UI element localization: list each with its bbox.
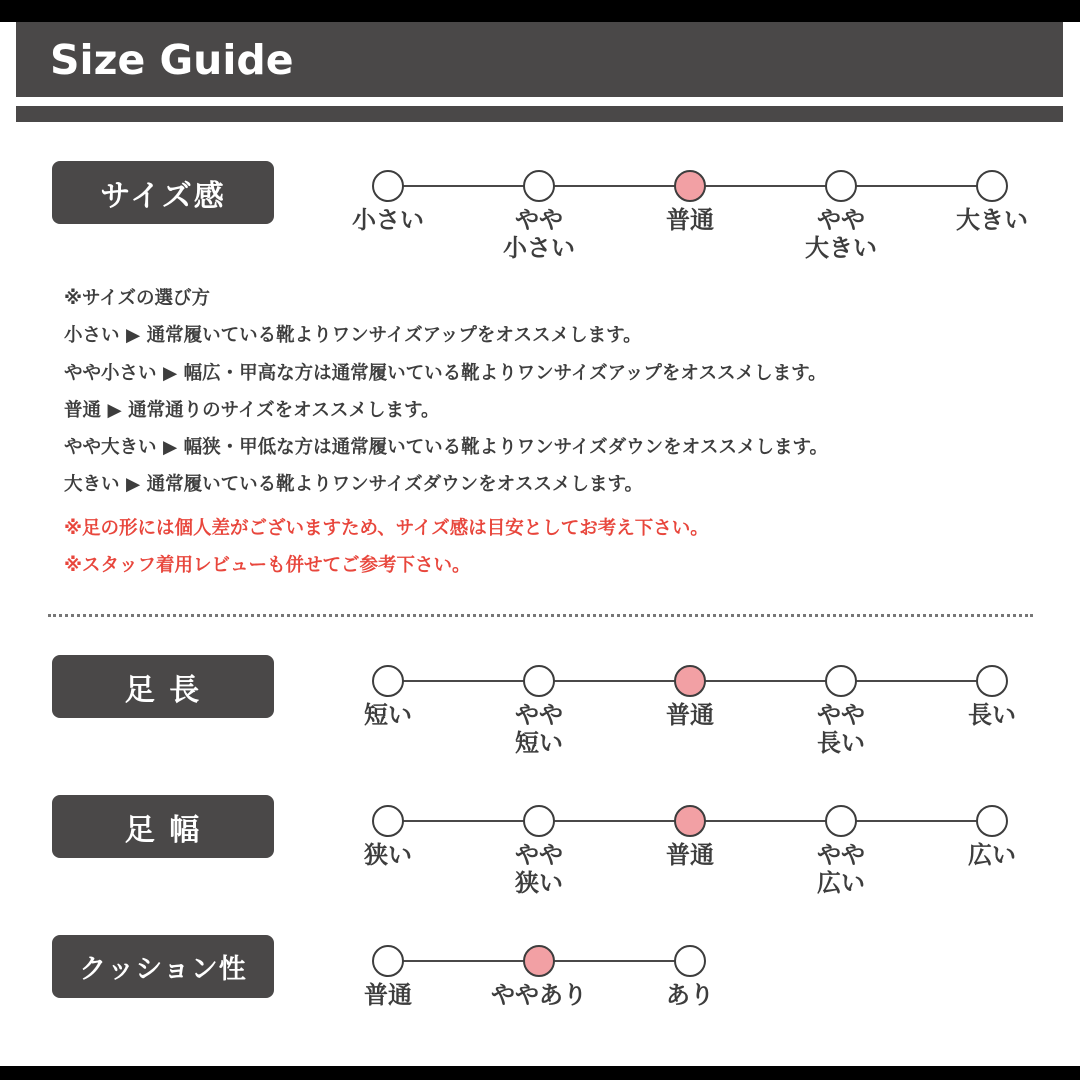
top-border — [0, 0, 1080, 22]
scale-option-label: 大きい — [956, 206, 1028, 234]
scale-option-label: やや 長い — [817, 701, 865, 757]
cushion-label: クッション性 — [52, 935, 274, 998]
scale-option-label: ややあり — [491, 981, 587, 1009]
scale-option-label: 広い — [968, 841, 1016, 869]
bottom-border — [0, 1066, 1080, 1080]
scale-dot — [976, 665, 1008, 697]
scale-option-label: 小さい — [352, 206, 424, 234]
selected-dot — [674, 170, 706, 202]
scale-dot — [976, 170, 1008, 202]
scale-option-label: やや 広い — [817, 841, 865, 897]
scale-option-label: 狭い — [364, 841, 412, 869]
page-title: Size Guide — [50, 36, 294, 84]
scale-option-label: やや 狭い — [515, 841, 563, 897]
selected-dot — [674, 665, 706, 697]
warning-note: ※スタッフ着用レビューも併せてご参考下さい。 — [64, 555, 471, 577]
note-line: やや大きい ▶ 幅狭・甲低な方は通常履いている靴よりワンサイズダウンをオススメします。 — [64, 437, 828, 459]
scale-option-label: あり — [666, 981, 714, 1009]
foot-length-label: 足 長 — [52, 655, 274, 718]
scale-dot — [523, 805, 555, 837]
size-notes — [64, 280, 1064, 584]
scale-dot — [372, 170, 404, 202]
note-line: 普通 ▶ 通常通りのサイズをオススメします。 — [64, 399, 440, 421]
header-bar — [16, 22, 1063, 97]
scale-option-label: 普通 — [666, 206, 714, 234]
scale-option-label: 長い — [968, 701, 1016, 729]
scale-option-label: 普通 — [666, 841, 714, 869]
note-heading: ※サイズの選び方 — [64, 288, 211, 309]
scale-option-label: やや 小さい — [503, 206, 575, 262]
note-line: 小さい ▶ 通常履いている靴よりワンサイズアップをオススメします。 — [64, 325, 642, 347]
header-underline — [16, 106, 1063, 122]
scale-option-label: やや 短い — [515, 701, 563, 757]
scale-dot — [825, 805, 857, 837]
note-line: 大きい ▶ 通常履いている靴よりワンサイズダウンをオススメします。 — [64, 474, 643, 496]
scale-option-label: 短い — [364, 701, 412, 729]
scale-dot — [825, 170, 857, 202]
scale-dot — [523, 170, 555, 202]
warning-note: ※足の形には個人差がございますため、サイズ感は目安としてお考え下さい。 — [64, 517, 709, 539]
scale-dot — [825, 665, 857, 697]
scale-dot — [372, 665, 404, 697]
foot-width-label: 足 幅 — [52, 795, 274, 858]
scale-dot — [976, 805, 1008, 837]
scale-dot — [372, 805, 404, 837]
size-feel-label: サイズ感 — [52, 161, 274, 224]
selected-dot — [523, 945, 555, 977]
dotted-divider — [48, 614, 1033, 617]
selected-dot — [674, 805, 706, 837]
scale-dot — [674, 945, 706, 977]
scale-option-label: 普通 — [364, 981, 412, 1009]
note-line: やや小さい ▶ 幅広・甲高な方は通常履いている靴よりワンサイズアップをオススメします。 — [64, 362, 827, 384]
scale-dot — [372, 945, 404, 977]
scale-dot — [523, 665, 555, 697]
scale-option-label: やや 大きい — [805, 206, 877, 262]
scale-option-label: 普通 — [666, 701, 714, 729]
